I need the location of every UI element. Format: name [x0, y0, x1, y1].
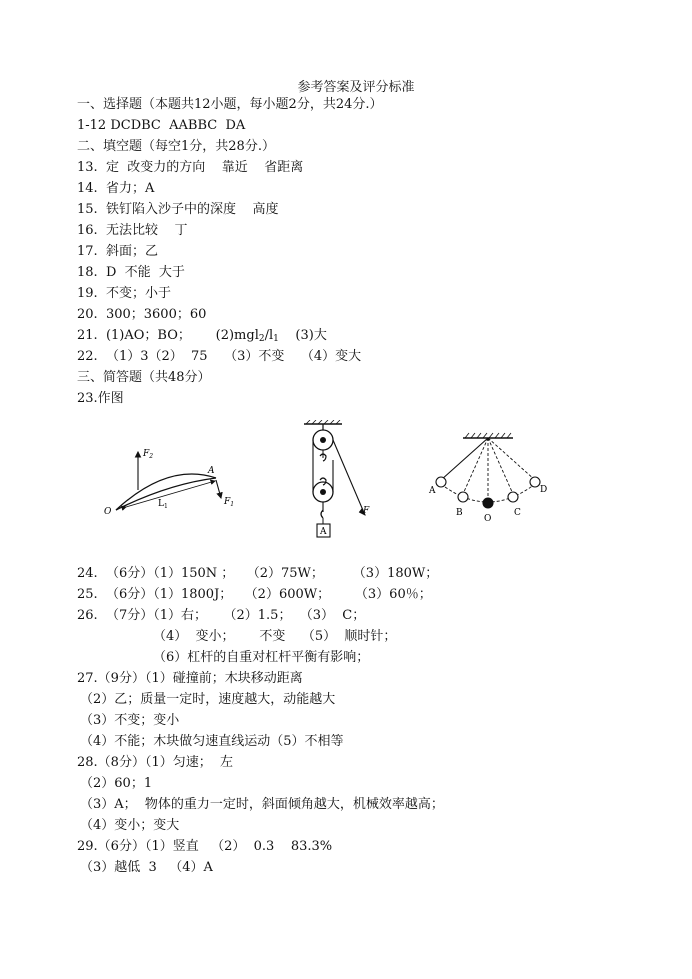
answer-line-15: 15. 铁钉陷入沙子中的深度 高度: [77, 202, 279, 217]
answer-line-19: 19. 不变；小于: [77, 286, 171, 301]
pendulum-c-label: C: [514, 508, 521, 518]
answer-21-sub-1: 1: [273, 334, 279, 344]
answer-line-28-d: （4）变小；变大: [80, 818, 180, 833]
lever-l1-label: $L_1$: [158, 499, 168, 510]
section-heading-short: 三、简答题（共48分）: [77, 370, 211, 385]
pulley-block-label: A: [320, 527, 327, 537]
answer-line-27-b: （2）乙；质量一定时，速度越大，动能越大: [80, 692, 336, 707]
answer-line-18: 18. D 不能 大于: [77, 265, 185, 280]
lever-f1-label: $F_1$: [224, 497, 235, 508]
answer-line-26: 26. （7分）（1）右； （2）1.5； （3） C；: [77, 608, 366, 623]
answer-line-23: 23.作图: [77, 391, 124, 406]
pendulum-d-label: D: [540, 485, 548, 495]
answer-line-28: 28.（8分）（1）匀速； 左: [77, 755, 233, 770]
answer-line-26-b: （4） 变小； 不变 （5） 顺时针；: [153, 629, 397, 644]
answer-line-choice: 1-12 DCDBC AABBC DA: [77, 118, 246, 133]
pendulum-b-label: B: [456, 508, 463, 518]
answer-line-20: 20. 300；3600；60: [77, 307, 207, 322]
page-title: 参考答案及评分标准: [297, 80, 415, 95]
answer-21-mid: /l: [264, 328, 274, 343]
lever-diagram: [98, 440, 248, 530]
lever-a-label: A: [208, 466, 215, 476]
answer-line-13: 13. 定 改变力的方向 靠近 省距离: [77, 160, 304, 175]
answer-line-24: 24. （6分）（1）150N ； （2）75W； （3）180W；: [77, 566, 439, 581]
section-heading-fill: 二、填空题（每空1分，共28分.）: [77, 139, 275, 154]
pendulum-o-label: O: [484, 514, 492, 524]
pulley-f-label: F: [363, 506, 370, 516]
answer-line-28-b: （2）60；1: [80, 776, 153, 791]
pendulum-a-label: A: [429, 486, 436, 496]
answer-line-21: [77, 328, 327, 347]
lever-f2-label: $F_2$: [143, 449, 154, 460]
answer-line-29: 29.（6分）（1）竖直 （2） 0.3 83.3%: [77, 839, 333, 854]
answer-line-27: 27.（9分）（1）碰撞前；木块移动距离: [77, 671, 303, 686]
lever-o-label: O: [104, 507, 112, 517]
answer-21-suffix: (3)大: [278, 328, 327, 343]
answer-line-29-b: （3）越低 3 （4）A: [80, 860, 213, 875]
section-heading-choice: 一、选择题（本题共12小题，每小题2分，共24分.）: [77, 97, 383, 112]
answer-line-22: 22. （1）3（2） 75 （3）不变 （4）变大: [77, 349, 362, 364]
answer-line-14: 14. 省力；A: [77, 181, 155, 196]
answer-21-sub-2: 2: [258, 334, 265, 344]
answer-line-27-c: （3）不变；变小: [80, 713, 180, 728]
answer-line-16: 16. 无法比较 丁: [77, 223, 188, 238]
answer-line-26-c: （6）杠杆的自重对杠杆平衡有影响；: [153, 650, 370, 665]
pendulum-diagram: [425, 430, 555, 525]
answer-line-17: 17. 斜面；乙: [77, 244, 158, 259]
answer-line-27-d: （4）不能；木块做匀速直线运动（5）不相等: [80, 734, 344, 749]
answer-line-25: 25. （6分）（1）1800J； （2）600W； （3）60％；: [77, 587, 432, 602]
pulley-diagram: [290, 420, 380, 545]
answer-21-prefix: 21. (1)AO；BO； (2)mgl: [77, 328, 259, 343]
answer-line-28-c: （3）A； 物体的重力一定时，斜面倾角越大，机械效率越高；: [80, 797, 444, 812]
